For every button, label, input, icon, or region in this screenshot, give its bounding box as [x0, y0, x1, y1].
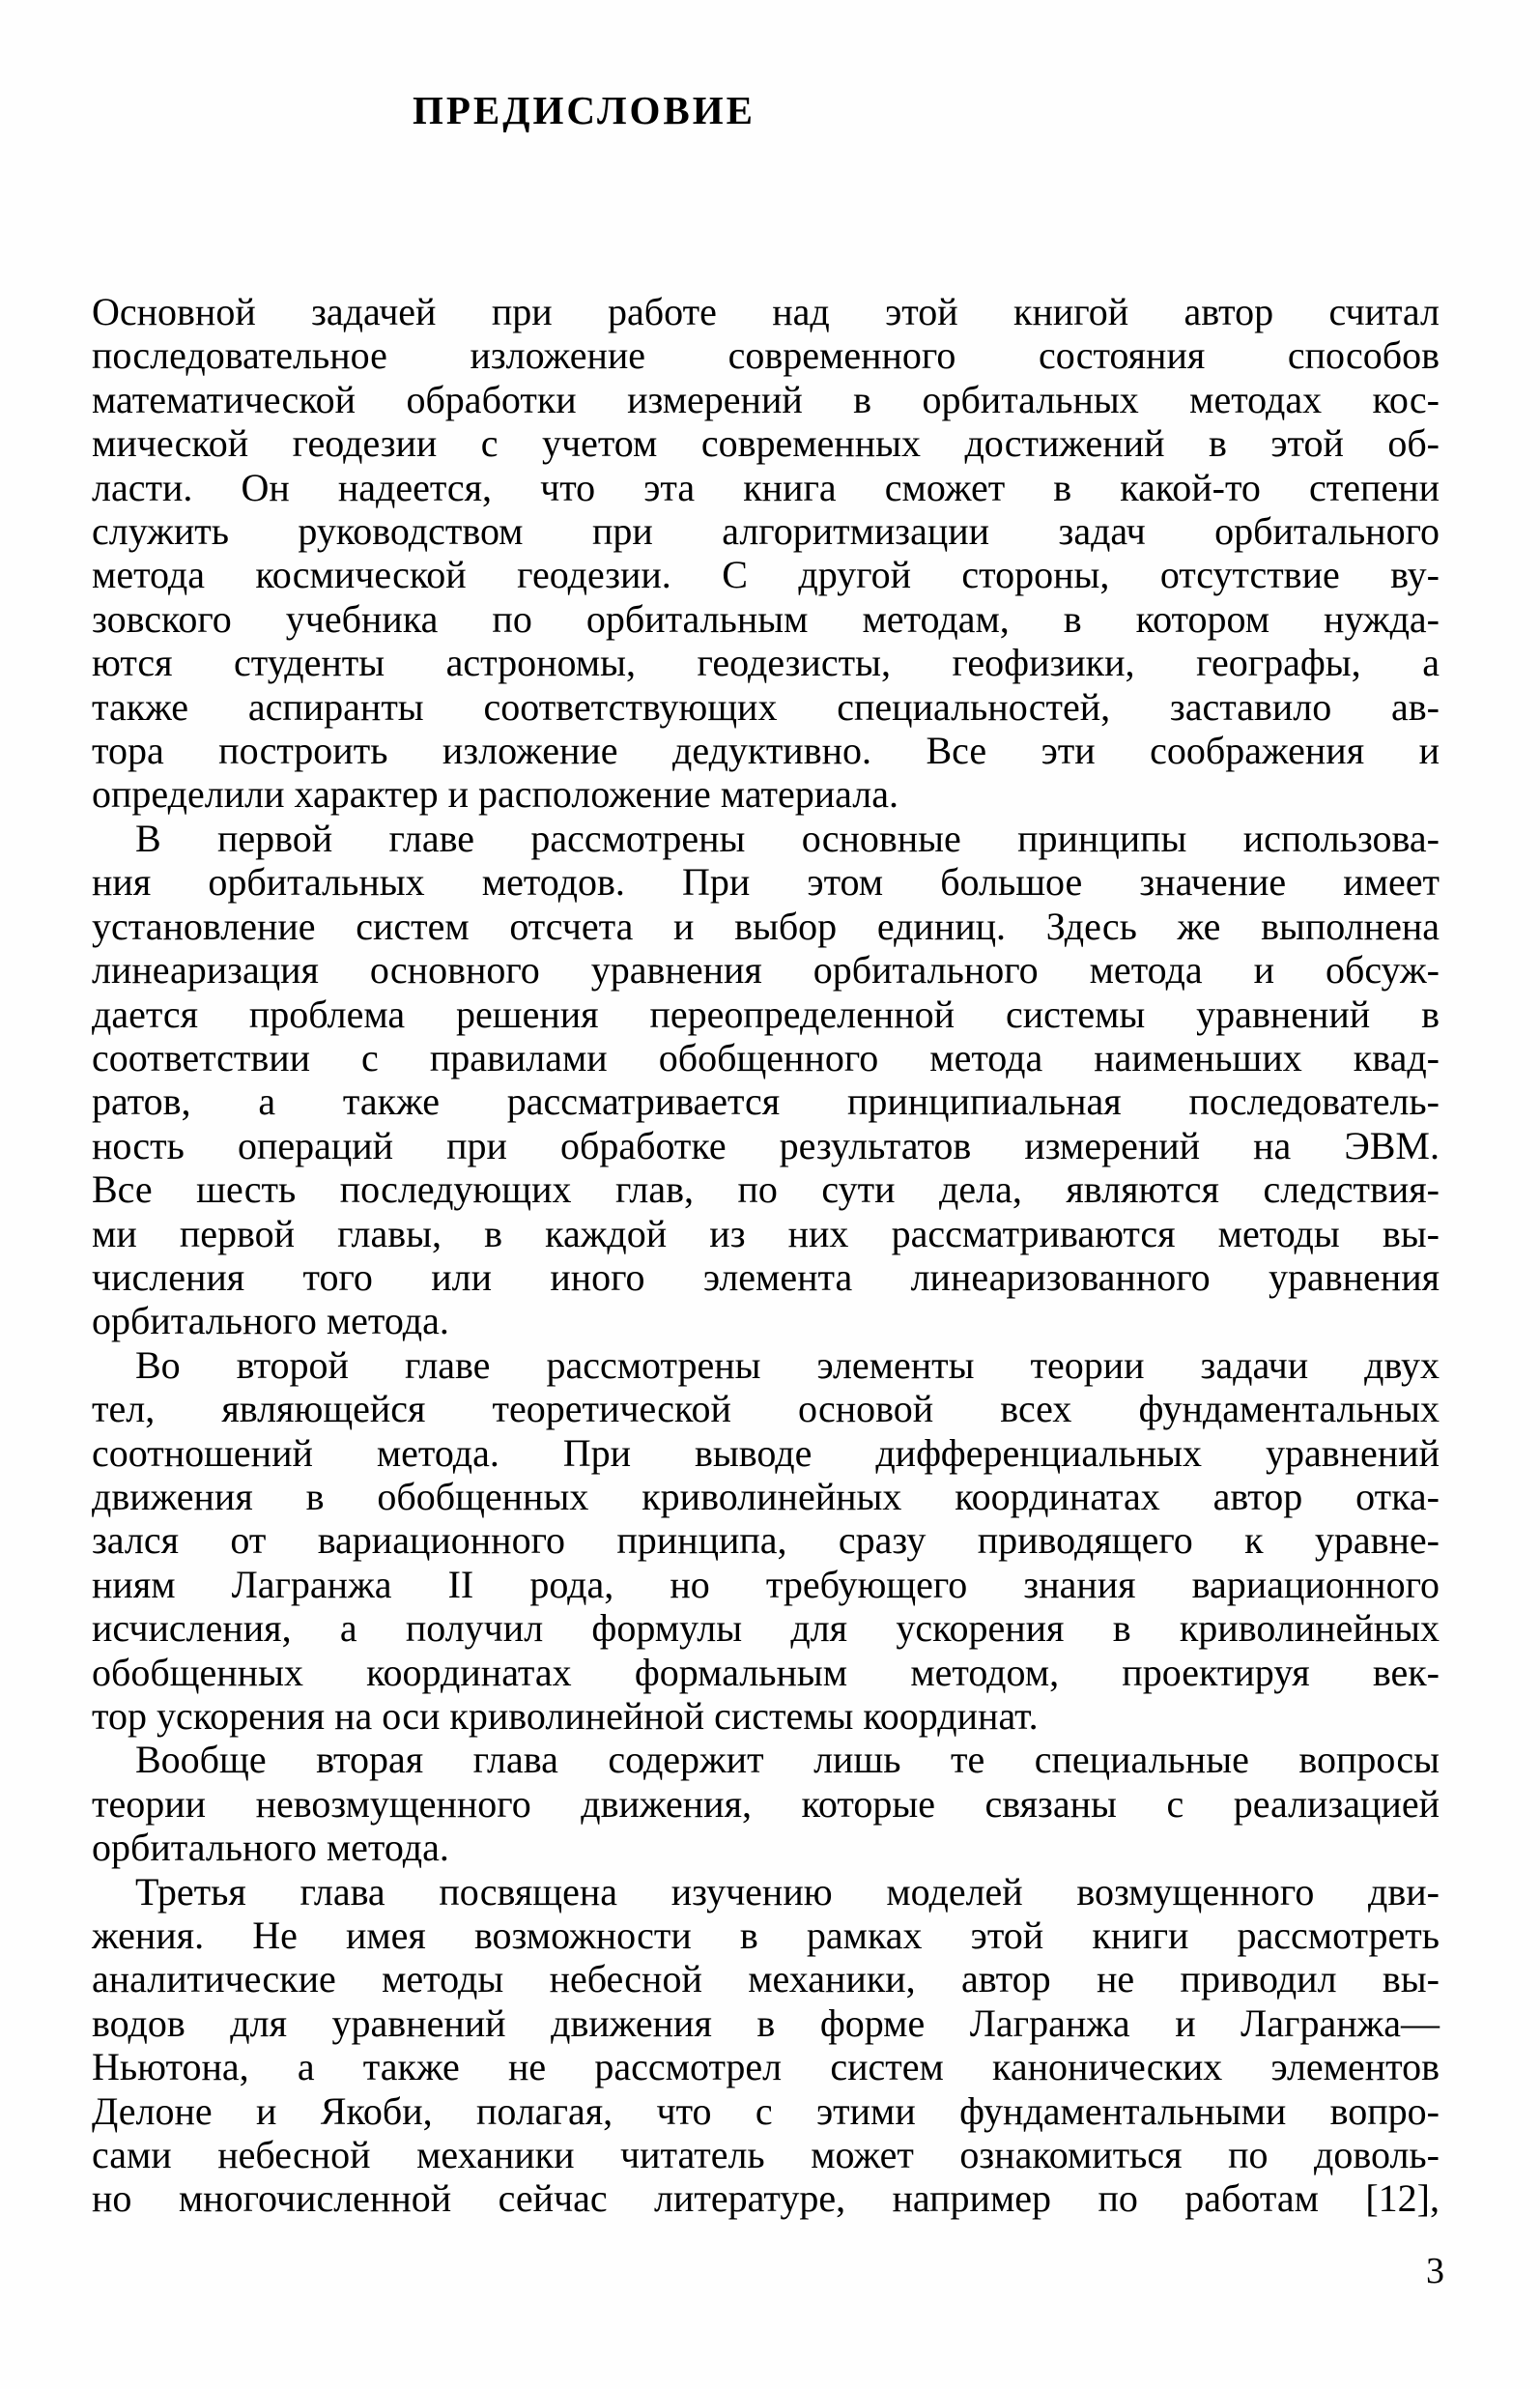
text-line: дается проблема решения переопределенной системы уравнений в [92, 992, 1440, 1036]
text-line: жения. Не имея возможности в рамках этой книги рассмотреть [92, 1914, 1440, 1958]
text-line: тел, являющейся теоретической основой всех фундаментальных [92, 1387, 1440, 1431]
text-line: обобщенных координатах формальным методом, проектируя век- [92, 1650, 1440, 1694]
text-line: водов для уравнений движения в форме Лагранжа и Лагранжа— [92, 2000, 1440, 2045]
text-line: ратов, а также рассматривается принципиальная последователь- [92, 1079, 1440, 1124]
text-line: установление систем отсчета и выбор единиц. Здесь же выполнена [92, 904, 1440, 948]
text-line: ния орбитальных методов. При этом большое значение имеет [92, 860, 1440, 905]
text-line: зался от вариационного принципа, сразу приводящего к уравне- [92, 1518, 1440, 1563]
text-line: метода космической геодезии. С другой стороны, отсутствие ву- [92, 553, 1440, 597]
text-line: математической обработки измерений в орбитальных методах кос- [92, 377, 1440, 421]
text-line: мической геодезии с учетом современных достижений в этой об- [92, 421, 1440, 466]
text-line: Ньютона, а также не рассмотрел систем канонических элементов [92, 2045, 1440, 2089]
text-line: числения того или иного элемента линеаризованного уравнения [92, 1254, 1440, 1299]
paragraph [92, 1738, 1440, 1869]
text-line: ми первой главы, в каждой из них рассматриваются методы вы- [92, 1211, 1440, 1255]
text-line: исчисления, а получил формулы для ускорения в криволинейных [92, 1606, 1440, 1651]
text-line: сами небесной механики читатель может ознакомиться по доволь- [92, 2133, 1440, 2177]
text-line: соотношений метода. При выводе дифференциальных уравнений [92, 1430, 1440, 1475]
text-line: орбитального метода. [92, 1826, 449, 1870]
preface-text [92, 290, 1440, 2221]
text-line: орбитального метода. [92, 1299, 449, 1343]
text-line: зовского учебника по орбитальным методам, в котором нужда- [92, 596, 1440, 641]
text-line: Во второй главе рассмотрены элементы теории задачи двух [135, 1342, 1440, 1387]
text-line: теории невозмущенного движения, которые связаны с реализацией [92, 1781, 1440, 1826]
text-line: движения в обобщенных криволинейных координатах автор отка- [92, 1474, 1440, 1518]
paragraph [92, 817, 1440, 1343]
text-line: соответствии с правилами обобщенного метода наименьших квад- [92, 1035, 1440, 1079]
text-line: тора построить изложение дедуктивно. Все эти соображения и [92, 729, 1440, 773]
text-line: служить руководством при алгоритмизации задач орбитального [92, 509, 1440, 554]
text-line: ность операций при обработке результатов измерений на ЭВМ. [92, 1123, 1440, 1167]
text-line: определили характер и расположение материала. [92, 772, 898, 817]
text-line: также аспиранты соответствующих специальностей, заставило ав- [92, 684, 1440, 729]
text-line: Все шесть последующих глав, по сути дела, являются следствия- [92, 1167, 1440, 1212]
page-number: 3 [1426, 2251, 1444, 2291]
text-line: ниям Лагранжа II рода, но требующего знания вариационного [92, 1562, 1440, 1606]
text-line: Делоне и Якоби, полагая, что с этими фундаментальными вопро- [92, 2088, 1440, 2133]
paragraph [92, 1870, 1440, 2221]
text-line: линеаризация основного уравнения орбитального метода и обсуж- [92, 948, 1440, 993]
text-line: последовательное изложение современного состояния способов [92, 333, 1440, 378]
text-line: тор ускорения на оси криволинейной системы координат. [92, 1694, 1039, 1738]
text-line: ются студенты астрономы, геодезисты, геофизики, географы, а [92, 641, 1440, 685]
text-line: В первой главе рассмотрены основные принципы использова- [135, 816, 1440, 860]
page-title: ПРЕДИСЛОВИЕ [413, 88, 756, 132]
text-line: но многочисленной сейчас литературе, например по работам [12], [92, 2176, 1440, 2221]
paragraph [92, 290, 1440, 817]
text-line: Основной задачей при работе над этой книгой автор считал [92, 290, 1440, 333]
text-line: ласти. Он надеется, что эта книга сможет в какой-то степени [92, 465, 1440, 509]
text-line: Третья глава посвящена изучению моделей возмущенного дви- [135, 1869, 1440, 1914]
paragraph [92, 1343, 1440, 1739]
text-line: Вообще вторая глава содержит лишь те специальные вопросы [135, 1738, 1440, 1782]
text-line: аналитические методы небесной механики, автор не приводил вы- [92, 1957, 1440, 2001]
